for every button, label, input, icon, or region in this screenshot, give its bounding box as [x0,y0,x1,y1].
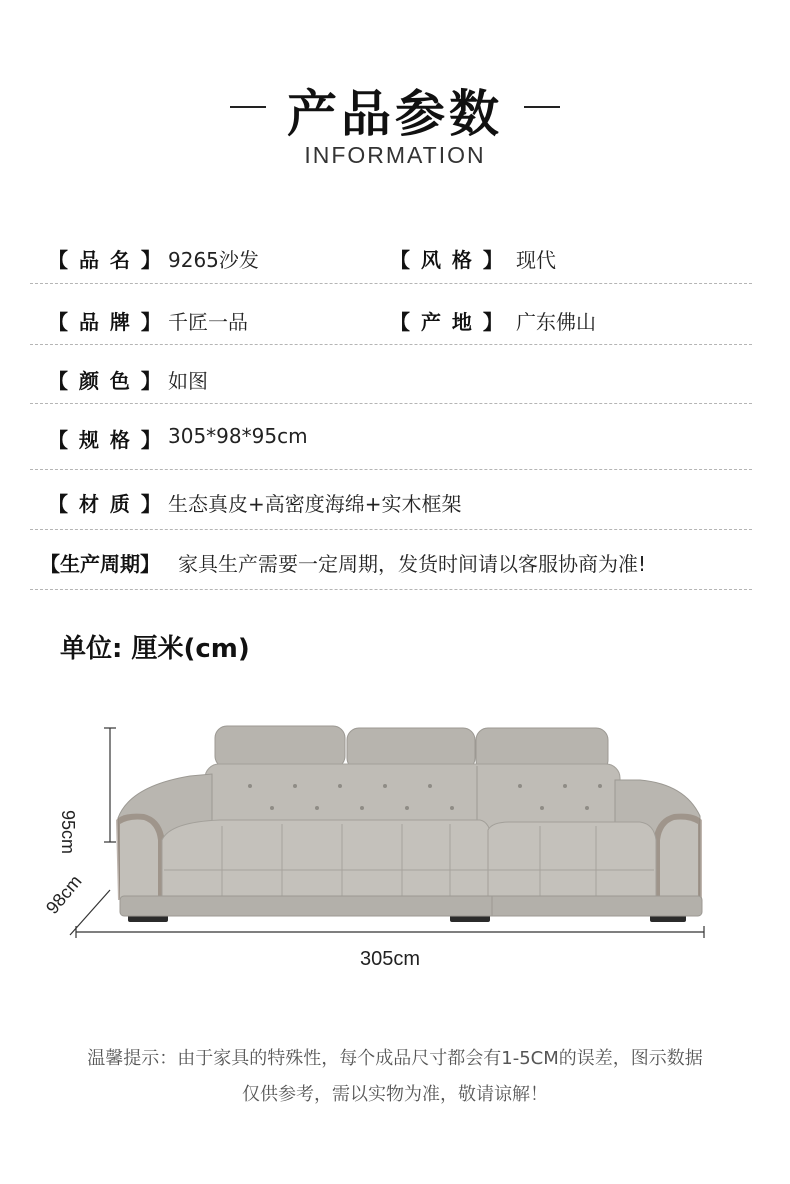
width-dimension-label: 305cm [360,948,421,970]
sofa-illustration [40,700,760,990]
disclaimer-line-2: 仅供参考，需以实物为准，敬请谅解！ [242,1084,548,1105]
spec-label-material: 【 材 质 】 [48,492,163,516]
spec-value-lead-time: 家具生产需要一定周期，发货时间请以客服协商为准! [178,552,647,576]
spec-row-size [30,404,752,470]
spec-row-lead-time [30,530,752,590]
disclaimer-line-1: 温馨提示：由于家具的特殊性，每个成品尺寸都会有1-5CM的误差，图示数据 [87,1048,703,1069]
spec-label-color: 【 颜 色 】 [48,369,163,393]
spec-label-size: 【 规 格 】 [48,428,163,452]
spec-row-material [30,470,752,530]
unit-label: 单位: 厘米(cm) [60,634,250,664]
spec-value-color: 如图 [168,369,208,393]
spec-row-name-style [30,236,752,284]
spec-row-brand-origin [30,284,752,345]
spec-label-brand: 【 品 牌 】 [48,310,163,334]
height-dimension-label: 95cm [58,810,78,855]
spec-value-brand: 千匠一品 [168,310,248,334]
spec-value-material: 生态真皮+高密度海绵+实木框架 [168,492,462,516]
spec-value-size: 305*98*95cm [168,424,308,448]
title-right-line [524,106,560,108]
spec-label-lead-time: 【生产周期】 [40,552,160,576]
page-header [0,66,790,186]
spec-label-origin: 【 产 地 】 [390,310,505,334]
spec-row-color [30,345,752,404]
depth-dimension-label: 98cm [42,871,86,918]
spec-value-style: 现代 [516,248,556,272]
page-subtitle: INFORMATION [304,142,486,168]
spec-value-origin: 广东佛山 [516,310,596,334]
spec-label-style: 【 风 格 】 [390,248,505,272]
spec-label-name: 【 品 名 】 [48,248,163,272]
sofa-dimension-diagram [40,700,760,990]
page-title: 产品参数 [287,85,503,143]
spec-value-name: 9265沙发 [168,248,259,272]
